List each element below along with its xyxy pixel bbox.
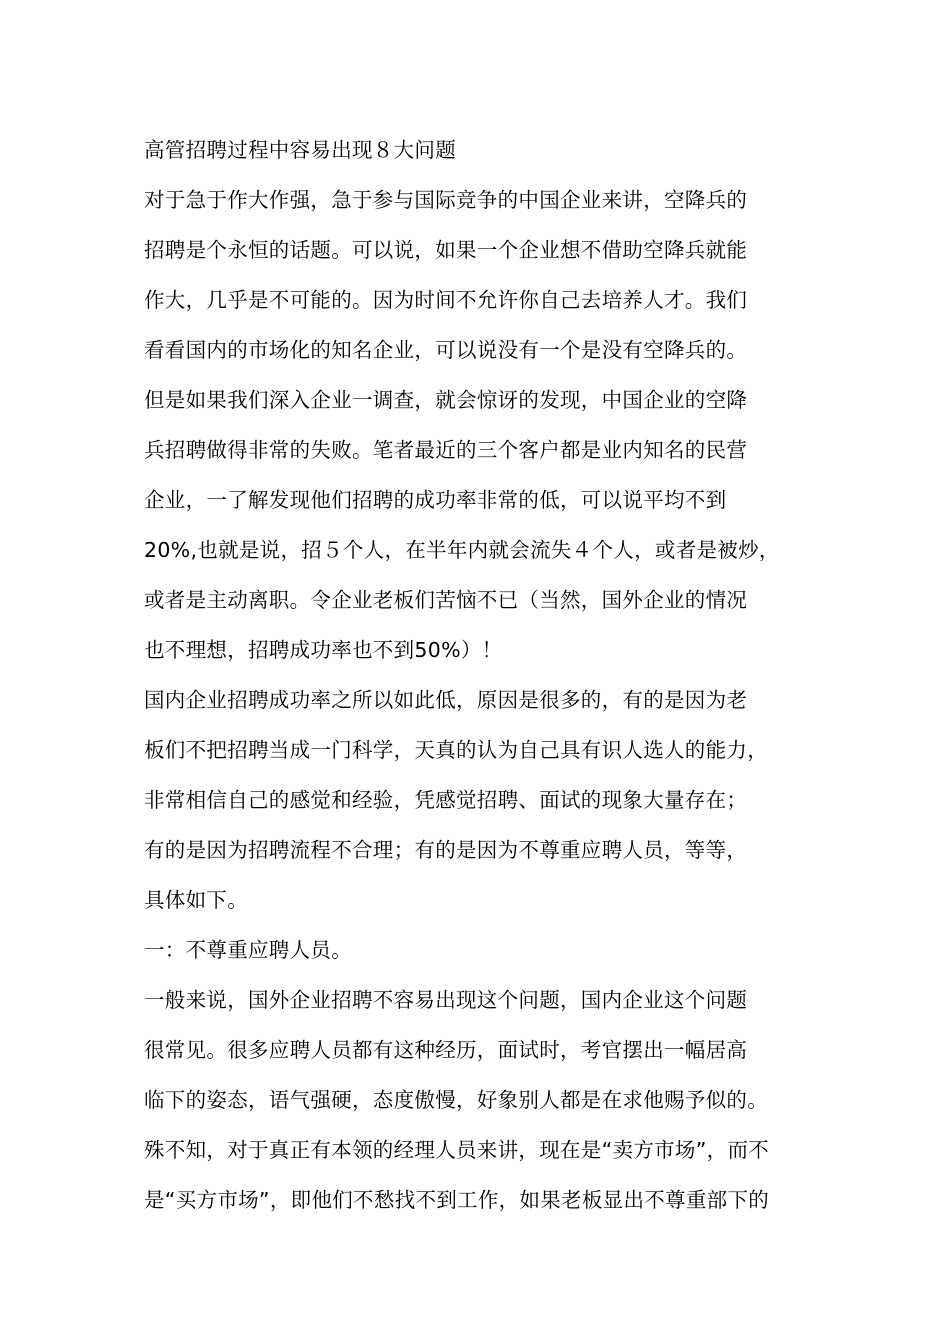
text-line: 作大，几乎是不可能的。因为时间不允许你自己去培养人才。我们	[144, 288, 748, 312]
text-line: 对于急于作大作强，急于参与国际竞争的中国企业来讲，空降兵的	[144, 188, 748, 212]
text-line: 或者是主动离职。令企业老板们苦恼不已（当然，国外企业的情况	[144, 588, 748, 612]
text-line: 有的是因为招聘流程不合理；有的是因为不尊重应聘人员，等等，	[144, 838, 748, 862]
text-line: 企业，一了解发现他们招聘的成功率非常的低，可以说平均不到	[144, 488, 727, 512]
text-line: 非常相信自己的感觉和经验，凭感觉招聘、面试的现象大量存在；	[144, 788, 748, 812]
section-heading: 一：不尊重应聘人员。	[144, 938, 352, 962]
document-body	[144, 125, 844, 1225]
document-title: 高管招聘过程中容易出现８大问题	[144, 138, 456, 162]
text-line: 板们不把招聘当成一门科学，天真的认为自己具有识人选人的能力，	[144, 738, 768, 762]
text-line: 看看国内的市场化的知名企业，可以说没有一个是没有空降兵的。	[144, 338, 748, 362]
text-line: 是“买方市场”，即他们不愁找不到工作，如果老板显出不尊重部下的	[144, 1188, 770, 1212]
text-line: 很常见。很多应聘人员都有这种经历，面试时，考官摆出一幅居高	[144, 1038, 748, 1062]
text-line: 殊不知，对于真正有本领的经理人员来讲，现在是“卖方市场”，而不	[144, 1138, 770, 1162]
text-line: 临下的姿态，语气强硬，态度傲慢，好象别人都是在求他赐予似的。	[144, 1088, 768, 1112]
text-line: 一般来说，国外企业招聘不容易出现这个问题，国内企业这个问题	[144, 988, 748, 1012]
text-line: 具体如下。	[144, 888, 248, 912]
text-line: 20%,也就是说，招５个人，在半年内就会流失４个人，或者是被炒，	[144, 538, 780, 562]
text-line: 兵招聘做得非常的失败。笔者最近的三个客户都是业内知名的民营	[144, 438, 748, 462]
text-line: 也不理想，招聘成功率也不到50%）！	[144, 638, 503, 662]
text-line: 但是如果我们深入企业一调查，就会惊讶的发现，中国企业的空降	[144, 388, 748, 412]
text-line: 招聘是个永恒的话题。可以说，如果一个企业想不借助空降兵就能	[144, 238, 748, 262]
text-line: 国内企业招聘成功率之所以如此低，原因是很多的，有的是因为老	[144, 688, 748, 712]
